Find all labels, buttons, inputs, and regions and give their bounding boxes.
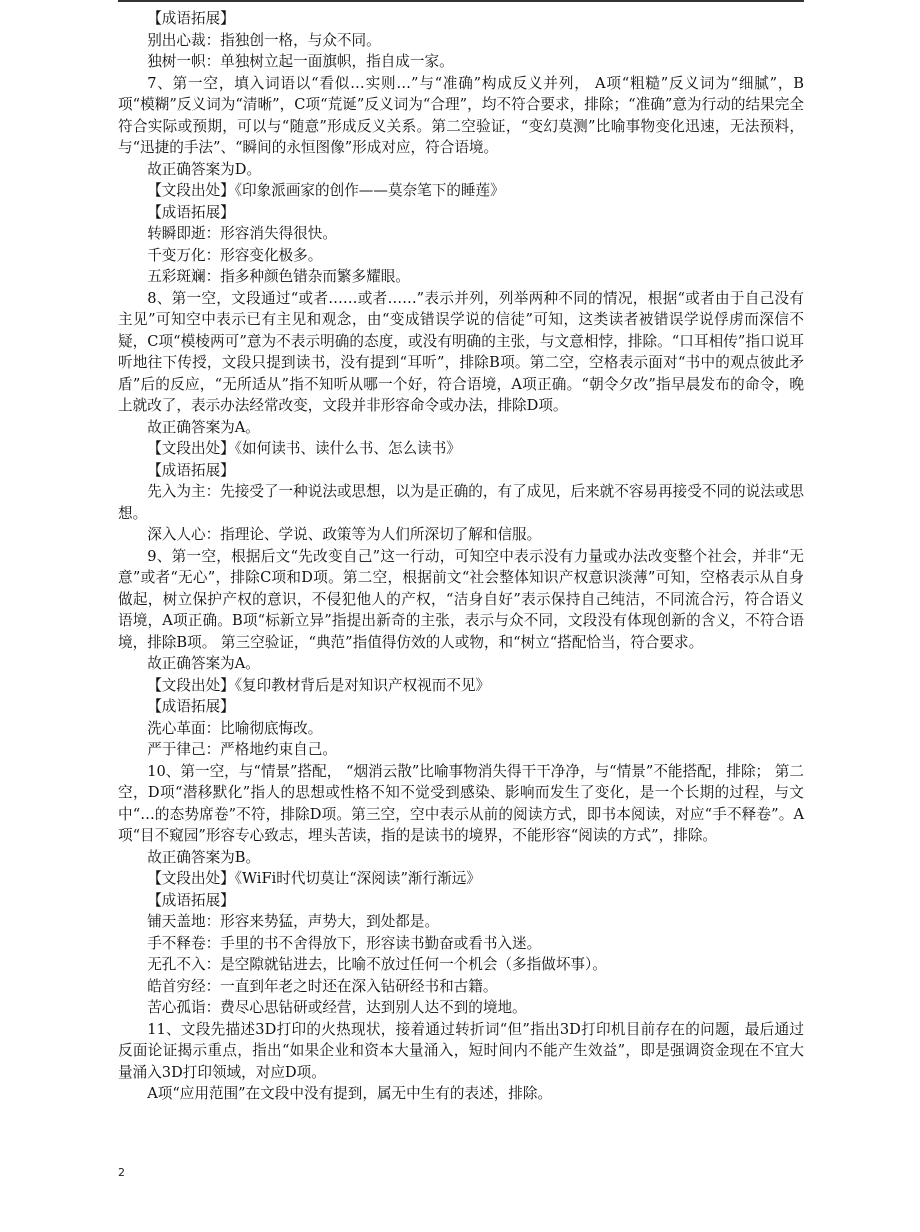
paragraph: 10、第一空，与“情景”搭配， “烟消云散”比喻事物消失得干干净净，与“情景”不能搭配，排除； 第二空，D项“潜移默化”指人的思想或性格不知不觉受到感染、影响而发生了变化，是一个长期的过程，与文中“…的态势席卷”不符，排除D项。第三空，空中表示从前的阅读方式，即书本阅读，对应“手不释卷”。A项“目不窥园”形容专心致志，埋头苦读，指的是读书的境界，不能形容“阅读的方式”，排除。 [118,762,804,844]
paragraph: 【成语拓展】 [147,10,235,27]
paragraph: 严于律己：严格地约束自己。 [147,741,337,758]
paragraph: 苦心孤诣：费尽心思钻研或经营，达到别人达不到的境地。 [147,999,527,1016]
paragraph: 无孔不入：是空隙就钻进去，比喻不放过任何一个机会（多指做坏事）。 [147,956,607,973]
paragraph: 深入人心：指理论、学说、政策等为人们所深切了解和信服。 [147,526,542,543]
paragraph: 9、第一空，根据后文“先改变自己”这一行动，可知空中表示没有力量或办法改变整个社会，并非“无意”或者“无心”，排除C项和D项。第二空，根据前文“社会整体知识产权意识淡薄”可知，空格表示从自身做起，树立保护产权的意识，不侵犯他人的产权，“洁身自好”表示保持自己纯洁，不同流合污，符合语义语境，A项正确。B项“标新立异”指提出新奇的主张，表示与众不同，文段没有体现创新的含义，不符合语境，排除B项。 第三空验证，“典范”指值得仿效的人或物，和“树立“搭配恰当，符合要求。 [118,547,804,651]
paragraph: 8、第一空，文段通过“或者……或者……”表示并列，列举两种不同的情况，根据“或者由于自己没有主见”可知空中表示已有主见和观念，由“变成错误学说的信徒”可知，这类读者被错误学说俘虏而深信不疑，C项“模棱两可”意为不表示明确的态度，或没有明确的主张，与文意相悖，排除。“口耳相传”指口说耳听地往下传授，文段只提到读书，没有提到“耳听”，排除B项。第二空，空格表示面对“书中的观点彼此矛盾”后的反应，“无所适从”指不知听从哪一个好，符合语境，A项正确。“朝令夕改”指早晨发布的命令，晚上就改了，表示办法经常改变，文段并非形容命令或办法，排除D项。 [118,289,804,414]
paragraph: 【文段出处】《WiFi时代切莫让“深阅读”渐行渐远》 [147,870,481,887]
paragraph: 手不释卷：手里的书不舍得放下，形容读书勤奋或看书入迷。 [147,934,542,952]
paragraph: 先入为主：先接受了一种说法或思想，以为是正确的，有了成见，后来就不容易再接受不同的说法或思想。 [118,483,804,522]
paragraph: 故正确答案为A。 [147,655,260,672]
paragraph: 故正确答案为B。 [147,848,261,866]
paragraph: A项“应用范围”在文段中没有提到，属无中生有的表述，排除。 [147,1085,553,1102]
document-body [118,8,804,1105]
paragraph: 故正确答案为D。 [147,160,262,178]
paragraph: 【成语拓展】 [147,891,235,909]
paragraph: 洗心革面：比喻彻底悔改。 [147,719,323,737]
paragraph: 【文段出处】《印象派画家的创作——莫奈笔下的睡莲》 [147,182,505,199]
paragraph: 【成语拓展】 [147,698,235,715]
paragraph: 独树一帜：单独树立起一面旗帜，指自成一家。 [147,53,454,70]
page-number: 2 [118,1166,125,1179]
paragraph: 皓首穷经：一直到年老之时还在深入钻研经书和古籍。 [147,977,498,995]
paragraph: 11、文段先描述3D打印的火热现状，接着通过转折词“但”指出3D打印机目前存在的问题，最后通过反面论证揭示重点，指出“如果企业和资本大量涌入，短时间内不能产生效益”，即是强调资金现在不宜大量涌入3D打印领域，对应D项。 [118,1020,804,1081]
paragraph: 铺天盖地：形容来势猛，声势大，到处都是。 [147,913,440,930]
paragraph: 7、第一空，填入词语以“看似…实则…”与“准确”构成反义并列， A项“粗糙”反义词为“细腻”，B项“模糊”反义词为“清晰”，C项“荒诞”反义词为“合理”，均不符合要求，排除；“准确”意为行动的结果完全符合实际或预期，可以与“随意”形成反义关系。第二空验证，“变幻莫测”比喻事物变化迅速，无法预料，与“迅捷的手法”、“瞬间的永恒图像”形成对应，符合语境。 [118,74,804,156]
header-rule [118,0,804,2]
paragraph: 转瞬即逝：形容消失得很快。 [147,225,337,242]
paragraph: 别出心裁：指独创一格，与众不同。 [147,31,381,49]
paragraph: 故正确答案为A。 [147,418,260,436]
paragraph: 【成语拓展】 [147,461,235,479]
paragraph: 千变万化：形容变化极多。 [147,246,323,264]
paragraph: 五彩斑斓：指多种颜色错杂而繁多耀眼。 [147,268,410,285]
paragraph: 【文段出处】《如何读书、读什么书、怎么读书》 [147,440,461,457]
paragraph: 【成语拓展】 [147,203,235,221]
paragraph: 【文段出处】《复印教材背后是对知识产权视而不见》 [147,676,491,694]
